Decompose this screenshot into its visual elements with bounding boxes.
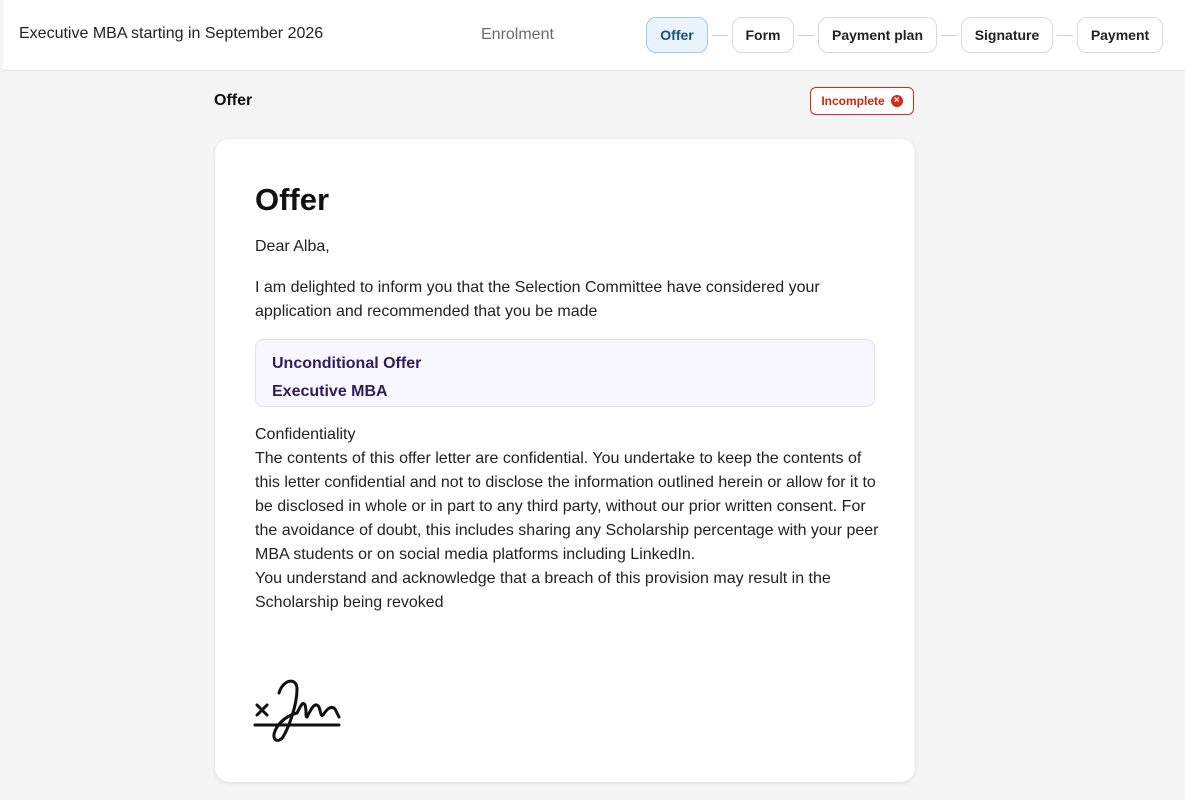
programme-title: Executive MBA starting in September 2026 — [19, 25, 324, 42]
step-nav — [646, 16, 1163, 54]
page-heading: Offer — [214, 92, 253, 109]
step-signature[interactable]: Signature — [961, 17, 1053, 53]
top-bar — [3, 0, 1185, 71]
step-form[interactable]: Form — [732, 17, 794, 53]
offer-summary-box — [255, 339, 875, 407]
confidentiality-body: The contents of this offer letter are confidential. You undertake to keep the contents of this letter confidential and not to disclose the information outlined herein or allow for it to be disclosed in whole or in part to any third party, without our prior written consent. For the avoidance of doubt, this includes sharing any Scholarship percentage with your peer MBA students or on social media platforms including LinkedIn. — [255, 450, 879, 563]
salutation: Dear Alba, — [255, 238, 330, 255]
card-title: Offer — [255, 182, 330, 217]
step-connector — [1057, 35, 1073, 36]
status-badge-label: Incomplete — [821, 94, 885, 108]
offer-type: Unconditional Offer — [272, 355, 422, 372]
step-payment-plan[interactable]: Payment plan — [818, 17, 937, 53]
step-connector — [798, 35, 814, 36]
status-badge — [810, 87, 914, 115]
offer-programme: Executive MBA — [272, 383, 388, 400]
confidentiality-heading: Confidentiality — [255, 426, 356, 443]
intro-text: I am delighted to inform you that the Selection Committee have considered your application and recommended that you be made — [255, 279, 820, 320]
step-connector — [712, 35, 728, 36]
step-offer[interactable]: Offer — [646, 17, 708, 53]
acknowledgement-text: You understand and acknowledge that a breach of this provision may result in the Scholarship being revoked — [255, 570, 831, 611]
x-circle-icon: × — [891, 95, 903, 107]
section-label: Enrolment — [481, 26, 554, 43]
signature-image — [253, 675, 345, 747]
offer-card — [215, 139, 915, 782]
step-connector — [941, 35, 957, 36]
step-payment[interactable]: Payment — [1077, 17, 1163, 53]
confidentiality-section — [255, 423, 880, 615]
